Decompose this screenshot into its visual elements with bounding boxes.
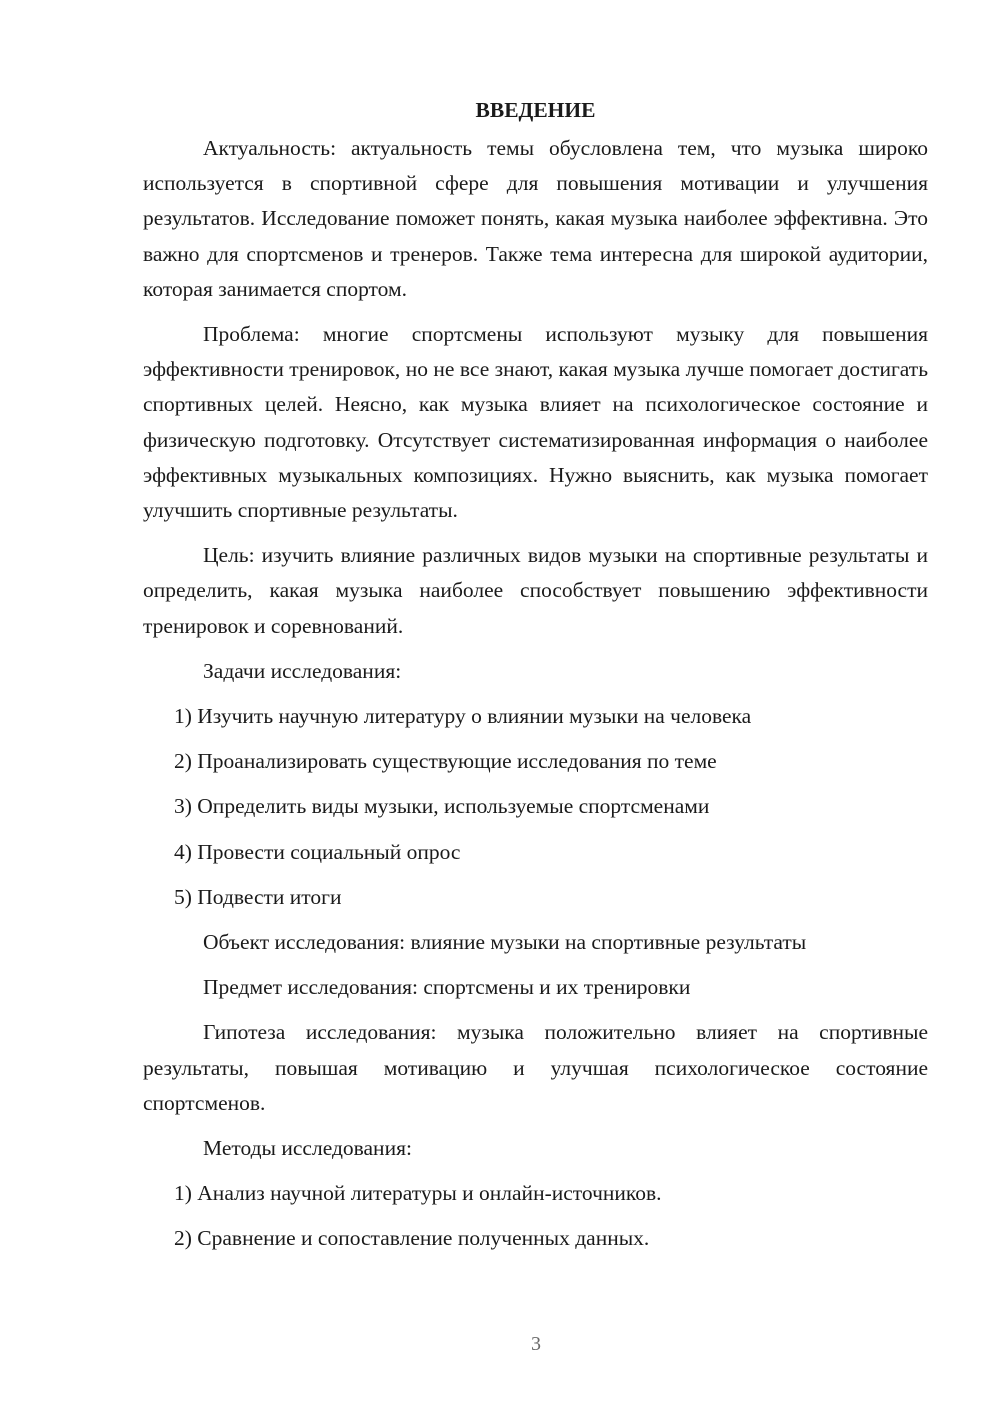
hypothesis-paragraph: Гипотеза исследования: музыка положительно влияет на спортивные результаты, повышая мотивацию и улучшая психологическое состояние спортсменов. <box>143 1020 928 1115</box>
research-object: Объект исследования: влияние музыки на спортивные результаты <box>203 930 807 955</box>
relevance-paragraph: Актуальность: актуальность темы обусловлена тем, что музыка широко используется в спортивной сфере для повышения мотивации и улучшения результатов. Исследование поможет понять, какая музыка наиболее эффективна. Это важно для спортсменов и тренеров. Также тема интересна для широкой аудитории, которая занимается спортом. <box>143 136 928 301</box>
task-item-1: 1) Изучить научную литературу о влиянии музыки на человека <box>174 704 752 729</box>
tasks-heading: Задачи исследования: <box>203 658 402 683</box>
task-item-5: 5) Подвести итоги <box>174 884 342 909</box>
task-item-3: 3) Определить виды музыки, используемые спортсменами <box>174 794 710 819</box>
method-item-2: 2) Сравнение и сопоставление полученных данных. <box>174 1226 650 1251</box>
task-item-4: 4) Провести социальный опрос <box>174 839 461 864</box>
problem-paragraph: Проблема: многие спортсмены используют музыку для повышения эффективности тренировок, но не все знают, какая музыка лучше помогает достигать спортивных целей. Неясно, как музыка влияет на психологическое состояние и физическую подготовку. Отсутствует систематизированная информация о наиболее эффективных музыкальных композициях. Нужно выяснить, как музыка помогает улучшить спортивные результаты. <box>143 322 928 523</box>
methods-heading: Методы исследования: <box>203 1136 412 1161</box>
page-number: 3 <box>531 1333 541 1355</box>
document-page <box>143 95 928 1267</box>
task-item-2: 2) Проанализировать существующие исследования по теме <box>174 749 717 774</box>
method-item-1: 1) Анализ научной литературы и онлайн-источников. <box>174 1181 662 1206</box>
page-title: ВВЕДЕНИЕ <box>475 98 596 122</box>
goal-paragraph: Цель: изучить влияние различных видов музыки на спортивные результаты и определить, какая музыка наиболее способствует повышению эффективности тренировок и соревнований. <box>143 543 928 638</box>
research-subject: Предмет исследования: спортсмены и их тренировки <box>203 975 691 1000</box>
